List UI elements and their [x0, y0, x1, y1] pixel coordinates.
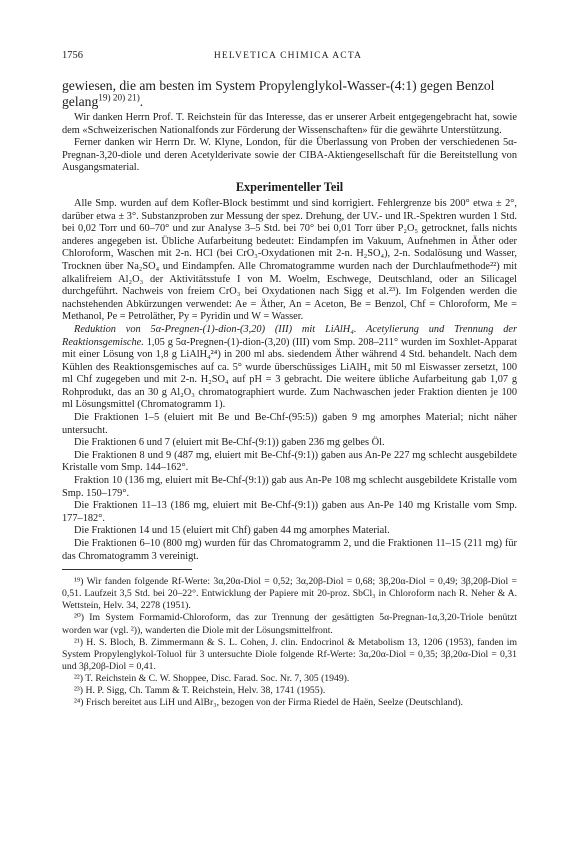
acknowledgements — [62, 112, 517, 175]
fraction-paragraph: Die Fraktionen 11–13 (186 mg, eluiert mit Be-Chf-(9:1)) gaben aus An-Pe 140 mg Kristalle vom Smp. 177–182°. — [62, 500, 517, 524]
footnote-23: ²³) H. P. Sigg, Ch. Tamm & T. Reichstein, Helv. 38, 1741 (1955). — [74, 685, 326, 697]
acknowledgement-paragraph: Ferner danken wir Herrn Dr. W. Klyne, London, für die Überlassung von Proben der verschiedenen 5α-Pregnan-3,20-diole und deren Acetylderivate sowie der CIBA-Aktiengesellschaft für die Bereitstellung von Ausgangsmaterial. — [62, 137, 517, 174]
reduction-title: Reduktion von 5α-Pregnen-(1)-dion-(3,20) (III) mit LiAlH₄. Acetylierung und Trennung der Reaktionsgemische. — [62, 323, 517, 348]
fraction-paragraph: Fraktion 10 (136 mg, eluiert mit Be-Chf-(9:1)) gab aus An-Pe 108 mg schlecht ausgebildete Kristalle vom Smp. 150–179°. — [62, 475, 517, 499]
fraction-paragraph: Die Fraktionen 6–10 (800 mg) wurden für das Chromatogramm 2, und die Fraktionen 11–15 (211 mg) für das Chromatogramm 3 vereinigt. — [62, 538, 517, 562]
footnote-19: ¹⁹) Wir fanden folgende Rf-Werte: 3α,20α-Diol = 0,52; 3α,20β-Diol = 0,68; 3β,20α-Diol = 0,49; 3β,20β-Diol = 0,51. Laufzeit 3,5 Std. bei 20–22°. Entwicklung der Papiere mit 20-proz. SbCl₃ in Chloroform nach R. Neher & A. Wettstein, Helv. 34, 2278 (1951). — [62, 576, 517, 612]
lead-line-1: gewiesen, die am besten im System Propylenglykol-Wasser-(4:1) gegen Benzol — [62, 78, 495, 93]
fraction-paragraph: Die Fraktionen 14 und 15 (eluiert mit Chf) gaben 44 mg amorphes Material. — [74, 525, 390, 537]
lead-line-2: gelang$^{19) 20) 21)}$. — [62, 92, 144, 109]
reduction-paragraph — [62, 324, 517, 412]
fraction-paragraph: Die Fraktionen 6 und 7 (eluiert mit Be-Chf-(9:1)) gaben 236 mg gelbes Öl. — [74, 437, 385, 449]
page-number: 1756 — [62, 50, 83, 61]
footnote-21: ²¹) H. S. Bloch, B. Zimmermann & S. L. Cohen, J. clin. Endocrinol & Metabolism 13, 1206 (1953), fanden im System Propylenglykol-Toluol für 3 untersuchte Diole folgende Rf-Werte: 3α,20α-Diol = 0,35; 3β,20α-Diol = 0,31 und 3β,20β-Diol = 0,41. — [62, 636, 517, 672]
acknowledgement-paragraph: Wir danken Herrn Prof. T. Reichstein für das Interesse, das er unserer Arbeit entgegengebracht hat, sowie dem «Schweizerischen Nationalfonds zur Förderung der Wissenschaften» für die gewährte Unterstützung. — [62, 112, 517, 136]
reduction-body: 1,05 g 5α-Pregnen-(1)-dion-(3,20) (III) vom Smp. 208–211° wurden im Soxhlet-Apparat mit einer Lösung von 1,8 g LiAlH₄²⁴) in 200 ml abs. siedendem Äther während 4 Std. behandelt. Nach dem Kühlen des Reaktionsgemisches auf ca. 5° wurde überschüssiges LiAlH₄ mit 50 ml Eiswasser zersetzt, 100 ml Chf zugegeben und mit 2-n. H₂SO₄ auf pH = 3 gebracht. Die weitere übliche Aufarbeitung gab 1,07 g Rohprodukt, das an 30 g Al₂O₃ chromatographiert wurde. Zum Nachwaschen jeder Fraktion dienten je 100 ml Lösungsmittel (Chromatogramm 1). — [62, 336, 517, 411]
footnotes — [62, 576, 517, 709]
footnote-20: ²⁰) Im System Formamid-Chloroform, das zur Trennung der gesättigten 5α-Pregnan-1α,3,20-Triole benützt worden war (vgl. ²)), wanderten die Diole mit der Lösungsmittelfront. — [62, 612, 517, 636]
footnote-separator — [62, 569, 192, 570]
running-header — [62, 50, 517, 64]
general-methods-paragraph: Alle Smp. wurden auf dem Kofler-Block bestimmt und sind korrigiert. Fehlergrenze bis 200° etwa ± 2°, darüber etwa ± 3°. Substanzproben zur Messung der spez. Drehung, der UV.- und IR.-Spektren wurden 1 Std. bei 0,02 Torr und 60–70° und zur Analyse 3–5 Std. bei 70° bei 0,01 Torr über P₂O₅ getrocknet, falls nichts anderes angegeben ist. Übliche Aufarbeitung bedeutet: Eindampfen im Vakuum, Aufnehmen in Äther oder Chloroform, Waschen mit 2-n. HCl (bei CrO₃-Oxydationen mit 2-n. H₂SO₄), 2-n. Sodalösung und Wasser, Trocknen über Na₂SO₄ und Eindampfen. Alle Chromatogramme wurden nach der Durchlaufmethode²²) mit alkalifreiem Al₂O₃ der Aktivitätsstufe I von M. Woelm, Eschwege, Deutschland, oder an Silicagel durchgeführt. Nachweis von freiem CrO₃ bei Oxydationen nach Sigg et al.²³). Im Folgenden werden die nachstehenden Abkürzungen verwendet: Ae = Äther, An = Aceton, Be = Benzol, Chf = Chloroform, Me = Methanol, Pe = Petroläther, Py = Pyridin und W = Wasser. — [62, 197, 517, 323]
footnote-24: ²⁴) Frisch bereitet aus LiH und AlBr₃, bezogen von der Firma Riedel de Haën, Seelze (Deutschland). — [74, 697, 463, 709]
section-heading: Experimenteller Teil — [235, 179, 344, 194]
reference-markers: 19) 20) 21) — [98, 92, 140, 103]
journal-page — [62, 50, 517, 709]
fraction-paragraph: Die Fraktionen 1–5 (eluiert mit Be und Be-Chf-(95:5)) gaben 9 mg amorphes Material; nicht näher untersucht. — [62, 412, 517, 436]
experimental-section — [62, 198, 517, 563]
fraction-paragraph: Die Fraktionen 8 und 9 (487 mg, eluiert mit Be-Chf-(9:1)) gaben aus An-Pe 227 mg schlecht ausgebildete Kristalle vom Smp. 144–162°. — [62, 449, 517, 474]
footnote-22: ²²) T. Reichstein & C. W. Shoppee, Disc. Farad. Soc. Nr. 7, 305 (1949). — [74, 672, 350, 684]
journal-title: HELVETICA CHIMICA ACTA — [213, 51, 363, 61]
continued-paragraph — [62, 78, 517, 110]
